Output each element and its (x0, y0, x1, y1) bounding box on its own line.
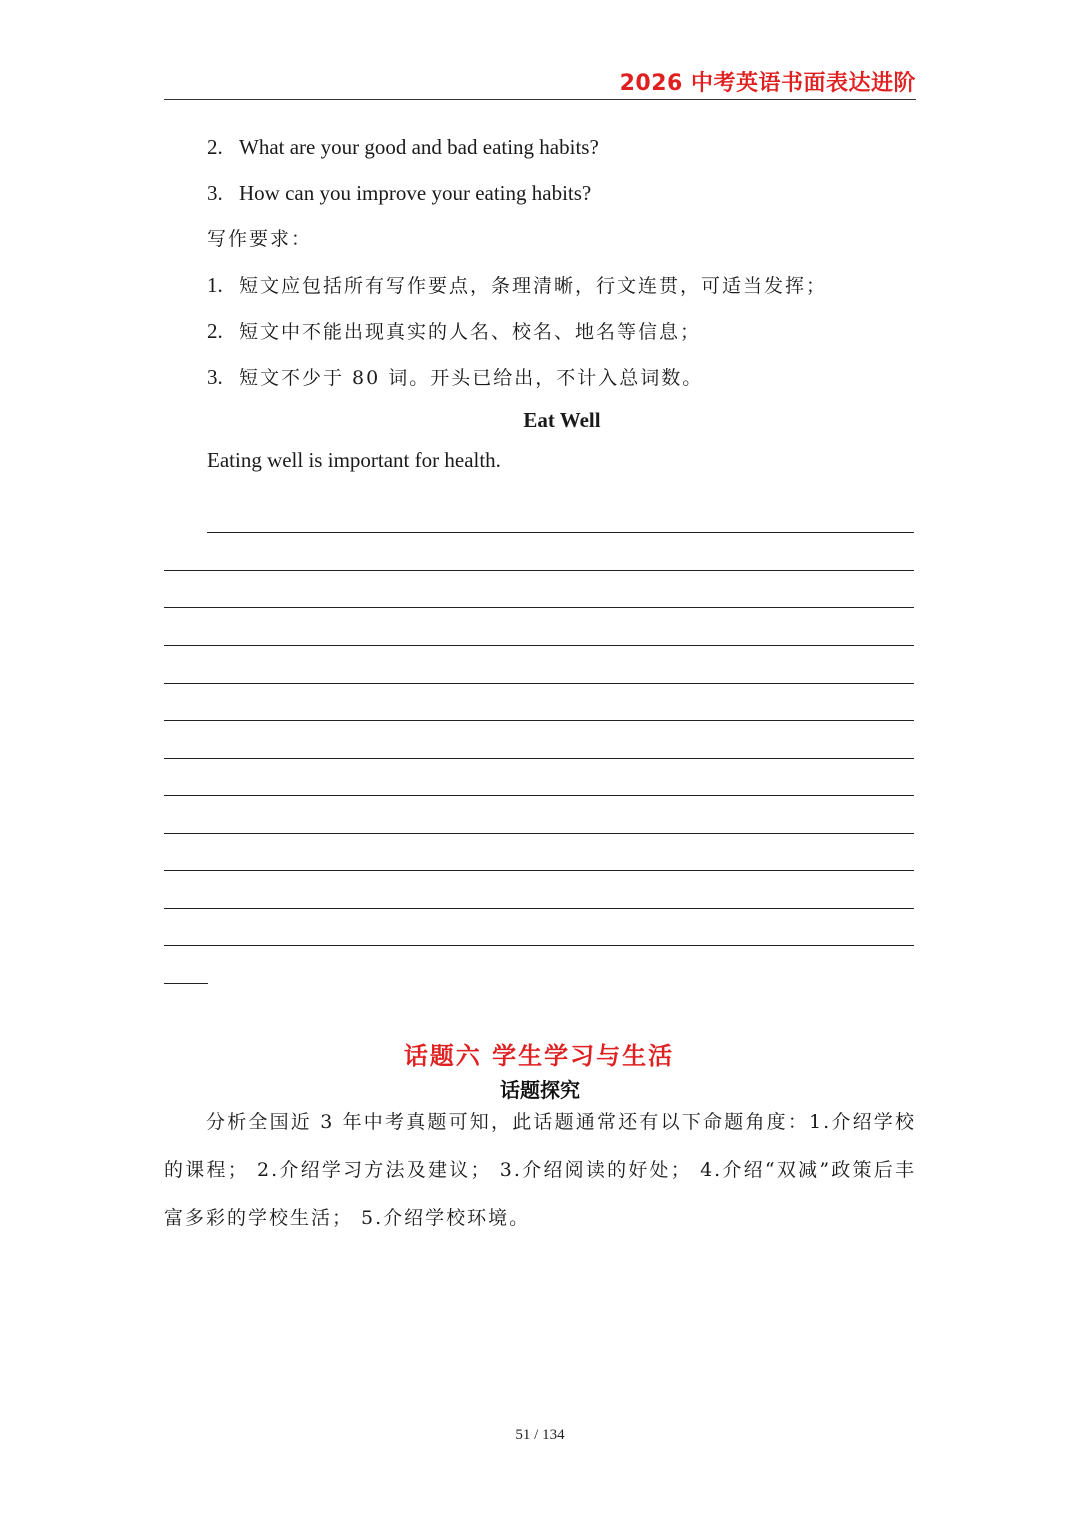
requirement-text: 短文不少于 80 词。开头已给出，不计入总词数。 (239, 367, 704, 389)
question-2 (207, 134, 599, 160)
writing-line[interactable] (164, 758, 914, 759)
topic-subtitle: 话题探究 (500, 1078, 580, 1102)
essay-opening: Eating well is important for health. (207, 448, 501, 472)
question-number: 3. (207, 181, 223, 205)
essay-title: Eat Well (523, 408, 601, 432)
requirement-text: 短文应包括所有写作要点，条理清晰，行文连贯，可适当发挥； (239, 275, 828, 297)
question-3 (207, 180, 591, 206)
writing-line[interactable] (207, 532, 914, 533)
requirement-item-1 (207, 272, 827, 299)
topic-paragraph: 分析全国近 3 年中考真题可知，此话题通常还有以下命题角度：1.介绍学校的课程； 2.介绍学习方法及建议； 3.介绍阅读的好处； 4.介绍“双减”政策后丰富多彩的学校生活； 5.介绍学校环境。 (164, 1111, 916, 1229)
question-text: What are your good and bad eating habits? (239, 135, 599, 159)
header-title: 2026 中考英语书面表达进阶 (619, 71, 916, 96)
requirement-number: 3. (207, 365, 223, 389)
writing-line[interactable] (164, 945, 914, 946)
writing-line[interactable] (164, 683, 914, 684)
writing-line[interactable] (164, 720, 914, 721)
requirement-number: 2. (207, 319, 223, 343)
requirements-heading: 写作要求： (207, 228, 313, 250)
writing-line[interactable] (164, 570, 914, 571)
writing-line[interactable] (164, 795, 914, 796)
topic-title: 话题六 学生学习与生活 (403, 1042, 675, 1070)
question-text: How can you improve your eating habits? (239, 181, 592, 205)
writing-line[interactable] (164, 645, 914, 646)
requirement-item-2 (207, 318, 701, 345)
question-number: 2. (207, 135, 223, 159)
writing-line[interactable] (164, 833, 914, 834)
writing-line[interactable] (164, 870, 914, 871)
writing-line[interactable] (164, 908, 914, 909)
page-number: 51 / 134 (515, 1427, 565, 1443)
writing-line-short[interactable] (164, 983, 208, 984)
writing-line[interactable] (164, 607, 914, 608)
requirement-item-3 (207, 364, 703, 391)
requirement-text: 短文中不能出现真实的人名、校名、地名等信息； (239, 321, 702, 343)
header-divider (164, 99, 916, 100)
requirement-number: 1. (207, 273, 223, 297)
